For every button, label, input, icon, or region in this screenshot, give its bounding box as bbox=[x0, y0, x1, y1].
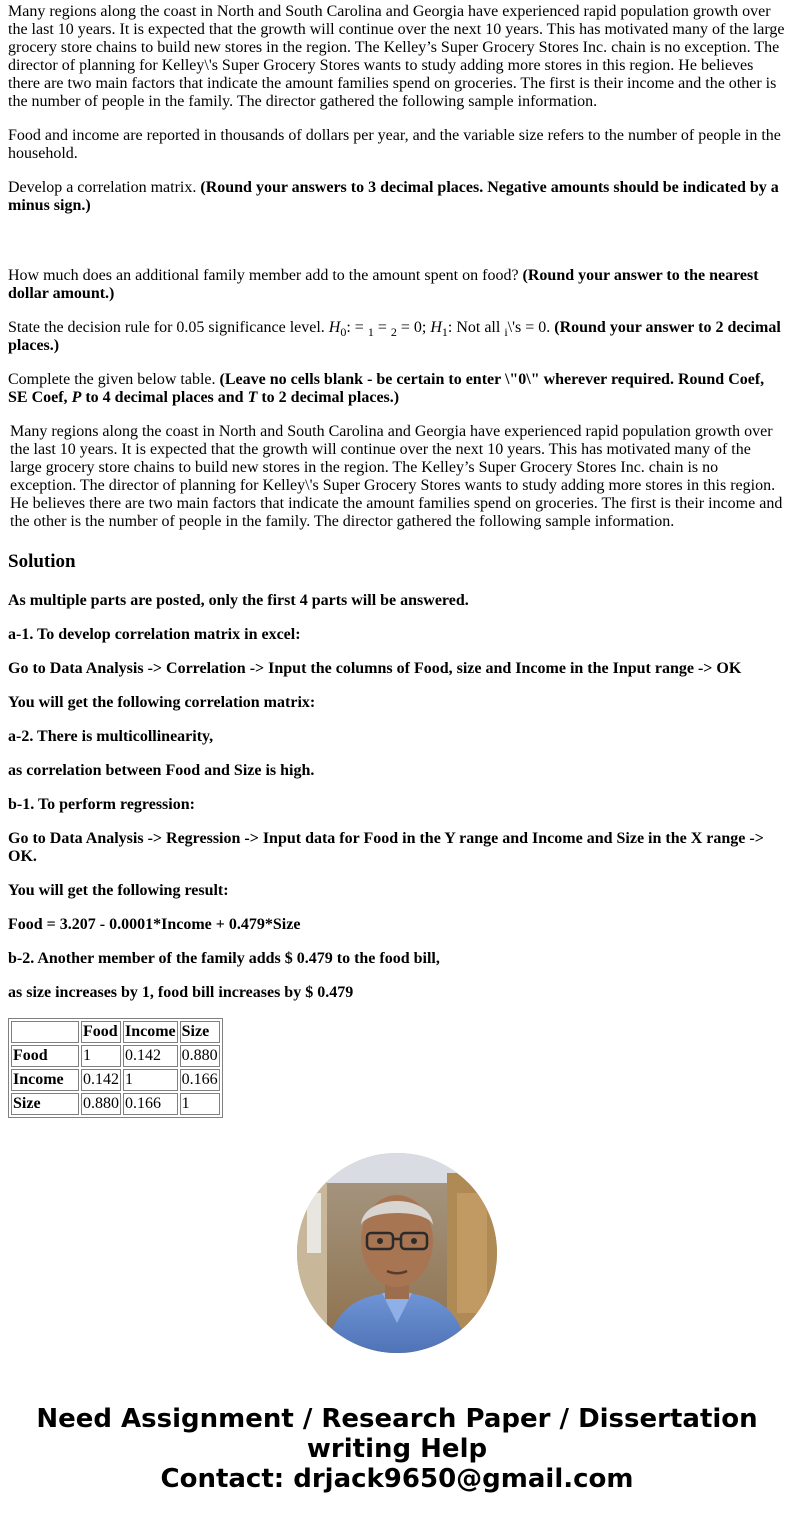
table-header-row bbox=[11, 1021, 220, 1043]
table-cell: 0.880 bbox=[81, 1093, 121, 1115]
h1-symbol: H bbox=[430, 319, 442, 336]
table-cell: 0.166 bbox=[123, 1093, 178, 1115]
decision-question bbox=[8, 319, 786, 355]
solution-line: You will get the following result: bbox=[8, 882, 229, 899]
i-subscript: i bbox=[504, 325, 508, 339]
solution-line: a-1. To develop correlation matrix in excel: bbox=[8, 626, 301, 643]
table-prompt: Complete the given below table. bbox=[8, 371, 216, 388]
solution-line: Food = 3.207 - 0.0001*Income + 0.479*Size bbox=[8, 916, 301, 933]
decision-text-1: : = bbox=[346, 319, 368, 336]
table-instruction-part1: (Leave no cells blank - be certain to enter \"0\" wherever required. Round Coef, SE Coef, bbox=[8, 371, 765, 406]
solution-line: You will get the following correlation matrix: bbox=[8, 694, 316, 711]
solution-heading: Solution bbox=[8, 551, 76, 572]
table-cell: 0.142 bbox=[81, 1069, 121, 1091]
beta2-subscript: 2 bbox=[390, 325, 397, 339]
solution-line: a-2. There is multicollinearity, bbox=[8, 728, 214, 745]
page-content bbox=[8, 3, 786, 1118]
table-row-label: Food bbox=[11, 1045, 79, 1067]
p-symbol: P bbox=[71, 389, 82, 406]
repeated-intro: Many regions along the coast in North and South Carolina and Georgia have experienced rapid population growth over the last 10 years. It is expected that the growth will continue over the next 10 years. This has motivated many of the large grocery store chains to build new stores in the region. The Kelley’s Super Grocery Stores Inc. chain is no exception. The director of planning for Kelley\'s Super Grocery Stores wants to study adding more stores in this region. He believes there are two main factors that indicate the amount families spend on groceries. The first is their income and the other is the number of people in the family. The director gathered the following sample information. bbox=[10, 423, 783, 530]
h1-subscript: 1 bbox=[441, 325, 448, 339]
author-avatar bbox=[297, 1153, 497, 1353]
h0-subscript: 0 bbox=[340, 325, 347, 339]
table-instruction-part2: to 4 decimal places and bbox=[81, 389, 248, 406]
decision-instruction: (Round your answer to 2 decimal places.) bbox=[8, 319, 781, 354]
h0-symbol: H bbox=[328, 319, 341, 336]
beta1-subscript: 1 bbox=[367, 325, 374, 339]
table-question bbox=[8, 371, 786, 407]
table-row-label: Income bbox=[11, 1069, 79, 1091]
solution-line: Go to Data Analysis -> Correlation -> Input the columns of Food, size and Income in the Input range -> OK bbox=[8, 660, 742, 677]
t-symbol: T bbox=[247, 389, 258, 406]
table-header-cell: Size bbox=[180, 1021, 220, 1043]
solution-line: b-1. To perform regression: bbox=[8, 796, 195, 813]
decision-text-2: = 0; bbox=[396, 319, 431, 336]
decision-text-4: \'s = 0. bbox=[507, 319, 551, 336]
solution-line: Go to Data Analysis -> Regression -> Input data for Food in the Y range and Income and Size in the X range -> OK. bbox=[8, 830, 764, 865]
table-row bbox=[11, 1069, 220, 1091]
footer-contact: Contact: drjack9650@gmail.com bbox=[160, 1464, 634, 1494]
table-cell: 0.142 bbox=[123, 1045, 178, 1067]
table-header-cell bbox=[11, 1021, 79, 1043]
correlation-question bbox=[8, 179, 786, 215]
table-header-cell: Income bbox=[123, 1021, 178, 1043]
table-row bbox=[11, 1093, 220, 1115]
footer-banner bbox=[0, 1404, 794, 1494]
table-row-label: Size bbox=[11, 1093, 79, 1115]
family-prompt: How much does an additional family member add to the amount spent on food? bbox=[8, 267, 519, 284]
solution-line: As multiple parts are posted, only the first 4 parts will be answered. bbox=[8, 592, 469, 609]
solution-line: as correlation between Food and Size is high. bbox=[8, 762, 315, 779]
decision-text-3: : Not all bbox=[447, 319, 505, 336]
family-question bbox=[8, 267, 786, 303]
table-header-cell: Food bbox=[81, 1021, 121, 1043]
author-portrait-icon bbox=[297, 1153, 497, 1353]
units-note: Food and income are reported in thousands of dollars per year, and the variable size refers to the number of people in the household. bbox=[8, 127, 781, 162]
decision-prefix: State the decision rule for 0.05 significance level. bbox=[8, 319, 325, 336]
table-cell: 0.880 bbox=[180, 1045, 220, 1067]
decision-equals: = bbox=[373, 319, 391, 336]
table-instruction-part3: to 2 decimal places.) bbox=[257, 389, 400, 406]
solution-line: b-2. Another member of the family adds $ 0.479 to the food bill, bbox=[8, 950, 440, 967]
table-cell: 1 bbox=[123, 1069, 178, 1091]
table-cell: 1 bbox=[81, 1045, 121, 1067]
correlation-instruction: (Round your answers to 3 decimal places. Negative amounts should be indicated by a minus sign.) bbox=[8, 179, 779, 214]
question-intro: Many regions along the coast in North and South Carolina and Georgia have experienced rapid population growth over the last 10 years. It is expected that the growth will continue over the next 10 years. This has motivated many of the large grocery store chains to build new stores in the region. The Kelley’s Super Grocery Stores Inc. chain is no exception. The director of planning for Kelley\'s Super Grocery Stores wants to study adding more stores in this region. He believes there are two main factors that indicate the amount families spend on groceries. The first is their income and the other is the number of people in the family. The director gathered the following sample information. bbox=[8, 3, 785, 110]
answer-spacer bbox=[8, 231, 786, 267]
correlation-prompt: Develop a correlation matrix. bbox=[8, 179, 197, 196]
solution-line: as size increases by 1, food bill increases by $ 0.479 bbox=[8, 984, 354, 1001]
table-row bbox=[11, 1045, 220, 1067]
table-cell: 1 bbox=[180, 1093, 220, 1115]
family-instruction: (Round your answer to the nearest dollar amount.) bbox=[8, 267, 759, 302]
table-cell: 0.166 bbox=[180, 1069, 220, 1091]
footer-help-text: Need Assignment / Research Paper / Dissertation writing Help bbox=[36, 1404, 758, 1464]
correlation-table bbox=[8, 1018, 223, 1118]
